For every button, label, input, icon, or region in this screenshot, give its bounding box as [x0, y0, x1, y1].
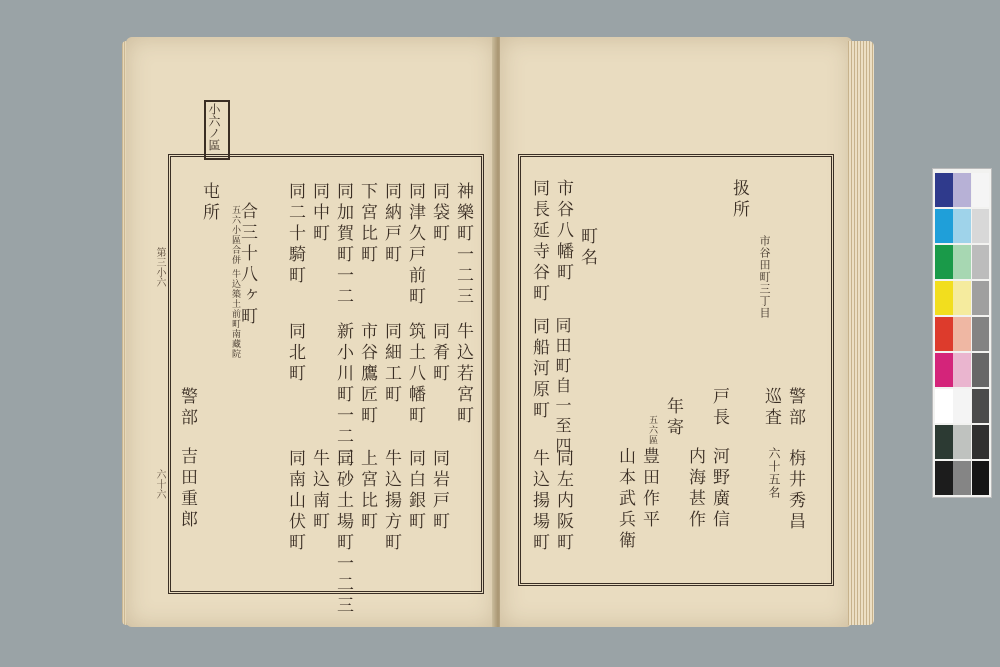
color-swatch — [935, 461, 953, 495]
color-swatch — [953, 389, 971, 423]
text-column: 牛込揚場町 — [529, 449, 549, 554]
text-column: 同岩戸町 — [429, 449, 449, 533]
text-column: 同中町 — [309, 182, 329, 245]
text-column: 同津久戸前町 — [405, 182, 425, 308]
text-column: 六十五名 — [767, 447, 781, 499]
text-column: 河野廣信 — [709, 447, 729, 531]
color-swatch — [953, 245, 971, 279]
text-column: 同船河原町 — [529, 317, 549, 422]
color-swatch — [953, 353, 971, 387]
text-column: 同北町 — [285, 322, 305, 385]
color-swatch — [953, 425, 971, 459]
gray-swatch — [972, 461, 989, 495]
text-column: 同納戸町 — [381, 182, 401, 266]
text-column: 同左内阪町 — [553, 449, 573, 554]
text-column: 市谷田町三丁目 — [758, 235, 771, 319]
text-column: 牛込若宮町 — [453, 322, 473, 427]
text-column: 牛込南町 — [309, 449, 329, 533]
text-column: 吉田重郎 — [177, 447, 197, 531]
color-swatch — [935, 209, 953, 243]
text-column: 警部 — [785, 387, 805, 429]
text-column: 同長延寺谷町 — [529, 179, 549, 305]
color-swatch — [935, 425, 953, 459]
text-column: 町名 — [577, 227, 597, 269]
gray-swatch — [972, 209, 989, 243]
color-swatch — [935, 353, 953, 387]
color-swatch — [935, 317, 953, 351]
text-column: 山本武兵衛 — [615, 447, 635, 552]
text-column: 市谷八幡町 — [553, 179, 573, 284]
text-column: 巡査 — [761, 387, 781, 429]
text-column: 同二十騎町 — [285, 182, 305, 287]
text-column: 上宮比町 — [357, 449, 377, 533]
text-column: 同袋町 — [429, 182, 449, 245]
text-column: 戸長 — [709, 387, 729, 429]
color-calibration-card — [932, 168, 992, 498]
text-column: 同細工町 — [381, 322, 401, 406]
margin-section-label: 第三小六 — [154, 247, 165, 287]
gray-swatch — [972, 389, 989, 423]
open-book — [122, 33, 882, 633]
text-column: 同田町自一至四 — [553, 317, 572, 457]
gray-swatch — [972, 245, 989, 279]
color-swatch — [953, 461, 971, 495]
text-column: 豊田作平 — [639, 447, 659, 531]
color-swatch — [935, 245, 953, 279]
district-tab-label: 小六ノ區 — [207, 103, 221, 151]
text-column: 牛込揚方町 — [381, 449, 401, 554]
text-column: 合三十八ヶ町 — [237, 202, 257, 328]
text-column: 警部 — [177, 387, 197, 429]
text-column: 新小川町一二三 — [333, 322, 353, 469]
text-column: 同加賀町一二 — [333, 182, 353, 308]
text-column: 同砂土場町一二三 — [333, 449, 353, 617]
left-page — [126, 37, 496, 627]
text-column: 栴井秀昌 — [785, 449, 805, 533]
gray-swatch — [972, 281, 989, 315]
right-page-edge — [848, 41, 874, 625]
note-column: 五六小區合併 牛込築土前町南藏院 — [230, 205, 240, 359]
color-swatch — [935, 389, 953, 423]
text-column: 扱所 — [729, 179, 749, 221]
gray-swatch — [972, 353, 989, 387]
margin-page-number: 六十六 — [154, 469, 165, 499]
text-column: 内海甚作 — [685, 447, 705, 531]
color-swatch — [953, 173, 971, 207]
text-column: 年寄 — [663, 397, 683, 439]
text-column: 神樂町一二三 — [453, 182, 473, 308]
color-swatch — [935, 281, 953, 315]
color-swatch — [953, 209, 971, 243]
gray-swatch — [972, 317, 989, 351]
text-column: 下宮比町 — [357, 182, 377, 266]
text-column: 市谷鷹匠町 — [357, 322, 377, 427]
text-column: 同白銀町 — [405, 449, 425, 533]
text-column: 屯所 — [199, 182, 219, 224]
text-column: 筑土八幡町 — [405, 322, 425, 427]
color-swatch — [953, 317, 971, 351]
text-column: 同南山伏町 — [285, 449, 305, 554]
color-swatch — [953, 281, 971, 315]
text-column: 同肴町 — [429, 322, 449, 385]
gray-swatch — [972, 173, 989, 207]
right-page — [500, 37, 852, 627]
text-column: 五六區 — [647, 415, 657, 445]
color-swatch — [935, 173, 953, 207]
gray-swatch — [972, 425, 989, 459]
